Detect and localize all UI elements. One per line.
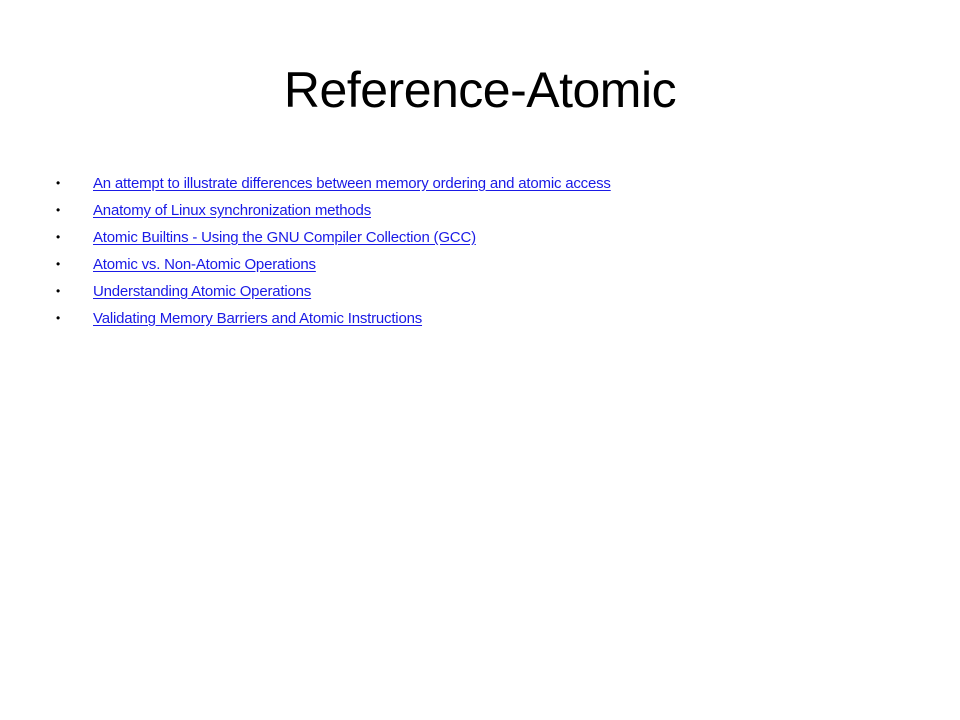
reference-link-atomic-vs-nonatomic[interactable]: Atomic vs. Non-Atomic Operations (93, 256, 316, 273)
reference-link-gcc-builtins[interactable]: Atomic Builtins - Using the GNU Compiler Collection (GCC) (93, 229, 476, 246)
bullet-icon: • (56, 203, 61, 217)
reference-link-memory-ordering[interactable]: An attempt to illustrate differences between memory ordering and atomic access (93, 175, 611, 192)
reference-link-memory-barriers[interactable]: Validating Memory Barriers and Atomic Instructions (93, 310, 423, 327)
reference-link-linux-sync[interactable]: Anatomy of Linux synchronization methods (93, 202, 371, 219)
reference-link-understanding-atomic[interactable]: Understanding Atomic Operations (93, 283, 312, 300)
bullet-icon: • (56, 176, 61, 190)
bullet-icon: • (56, 257, 61, 271)
bullet-icon: • (56, 230, 61, 244)
bullet-icon: • (56, 311, 61, 325)
bullet-icon: • (56, 284, 61, 298)
slide-title: Reference-Atomic (283, 62, 677, 118)
